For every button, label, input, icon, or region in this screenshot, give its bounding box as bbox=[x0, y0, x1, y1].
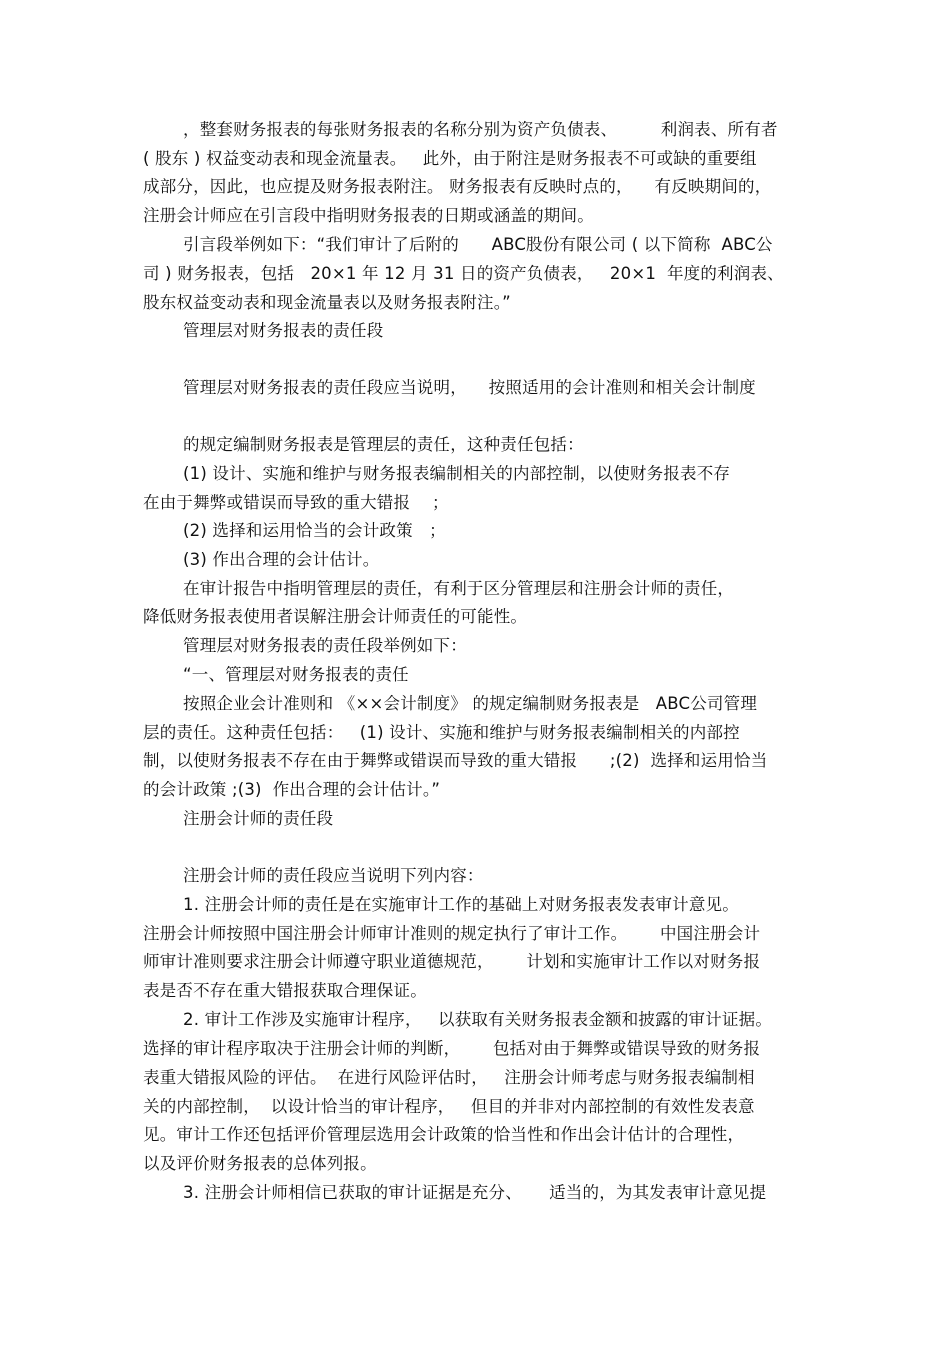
text-line: 以及评价财务报表的总体列报。 bbox=[143, 1154, 377, 1173]
text-line: ( 股东 ) 权益变动表和现金流量表。 此外，由于附注是财务报表不可或缺的重要组 bbox=[143, 149, 757, 168]
section-heading: 管理层对财务报表的责任段 bbox=[183, 321, 384, 340]
text-line: 管理层对财务报表的责任段应当说明， 按照适用的会计准则和相关会计制度 bbox=[183, 378, 756, 397]
text-line: 表是否不存在重大错报获取合理保证。 bbox=[143, 981, 427, 1000]
text-line: 的会计政策 ;(3) 作出合理的会计估计。” bbox=[143, 780, 441, 799]
text-line: 注册会计师按照中国注册会计师审计准则的规定执行了审计工作。 中国注册会计 bbox=[143, 924, 761, 943]
section-heading: 注册会计师的责任段 bbox=[183, 809, 334, 828]
text-line: 注册会计师的责任段应当说明下列内容： bbox=[183, 866, 484, 885]
text-line: 关的内部控制， 以设计恰当的审计程序， 但目的并非对内部控制的有效性发表意 bbox=[143, 1097, 755, 1116]
list-item: 3. 注册会计师相信已获取的审计证据是充分、 适当的，为其发表审计意见提 bbox=[183, 1183, 767, 1202]
text-line: 的规定编制财务报表是管理层的责任，这种责任包括： bbox=[183, 435, 584, 454]
text-line: ，整套财务报表的每张财务报表的名称分别为资产负债表、 利润表、所有者 bbox=[183, 120, 778, 139]
text-line: 降低财务报表使用者误解注册会计师责任的可能性。 bbox=[143, 607, 528, 626]
text-line: “一、管理层对财务报表的责任 bbox=[183, 665, 409, 684]
text-line: 选择的审计程序取决于注册会计师的判断， 包括对由于舞弊或错误导致的财务报 bbox=[143, 1039, 761, 1058]
text-line: 按照企业会计准则和 《××会计制度》 的规定编制财务报表是 ABC公司管理 bbox=[183, 694, 758, 713]
list-item: (1) 设计、实施和维护与财务报表编制相关的内部控制，以使财务报表不存 bbox=[183, 464, 731, 483]
text-line: 在由于舞弊或错误而导致的重大错报 ； bbox=[143, 493, 449, 512]
text-line: 师审计准则要求注册会计师遵守职业道德规范， 计划和实施审计工作以对财务报 bbox=[143, 952, 761, 971]
list-item: (2) 选择和运用恰当的会计政策 ； bbox=[183, 521, 446, 540]
text-line: 表重大错报风险的评估。 在进行风险评估时， 注册会计师考虑与财务报表编制相 bbox=[143, 1068, 755, 1087]
text-line: 注册会计师应在引言段中指明财务报表的日期或涵盖的期间。 bbox=[143, 206, 594, 225]
list-item: (3) 作出合理的会计估计。 bbox=[183, 550, 380, 569]
list-item: 1. 注册会计师的责任是在实施审计工作的基础上对财务报表发表审计意见。 bbox=[183, 895, 739, 914]
text-line: 层的责任。这种责任包括： (1) 设计、实施和维护与财务报表编制相关的内部控 bbox=[143, 723, 740, 742]
text-line: 引言段举例如下：“我们审计了后附的 ABC股份有限公司 ( 以下简称 ABC公 bbox=[183, 235, 773, 254]
list-item: 2. 审计工作涉及实施审计程序， 以获取有关财务报表金额和披露的审计证据。 bbox=[183, 1010, 773, 1029]
text-line: 在审计报告中指明管理层的责任，有利于区分管理层和注册会计师的责任， bbox=[183, 579, 735, 598]
text-line: 司 ) 财务报表，包括 20×1 年 12 月 31 日的资产负债表， 20×1 年度的利润表、 bbox=[143, 264, 784, 283]
text-line: 制，以使财务报表不存在由于舞弊或错误而导致的重大错报 ;(2) 选择和运用恰当 bbox=[143, 751, 768, 770]
text-line: 股东权益变动表和现金流量表以及财务报表附注。” bbox=[143, 293, 511, 312]
text-line: 管理层对财务报表的责任段举例如下： bbox=[183, 636, 467, 655]
text-line: 成部分，因此，也应提及财务报表附注。 财务报表有反映时点的， 有反映期间的， bbox=[143, 177, 772, 196]
text-line: 见。审计工作还包括评价管理层选用会计政策的恰当性和作出会计估计的合理性， bbox=[143, 1125, 745, 1144]
